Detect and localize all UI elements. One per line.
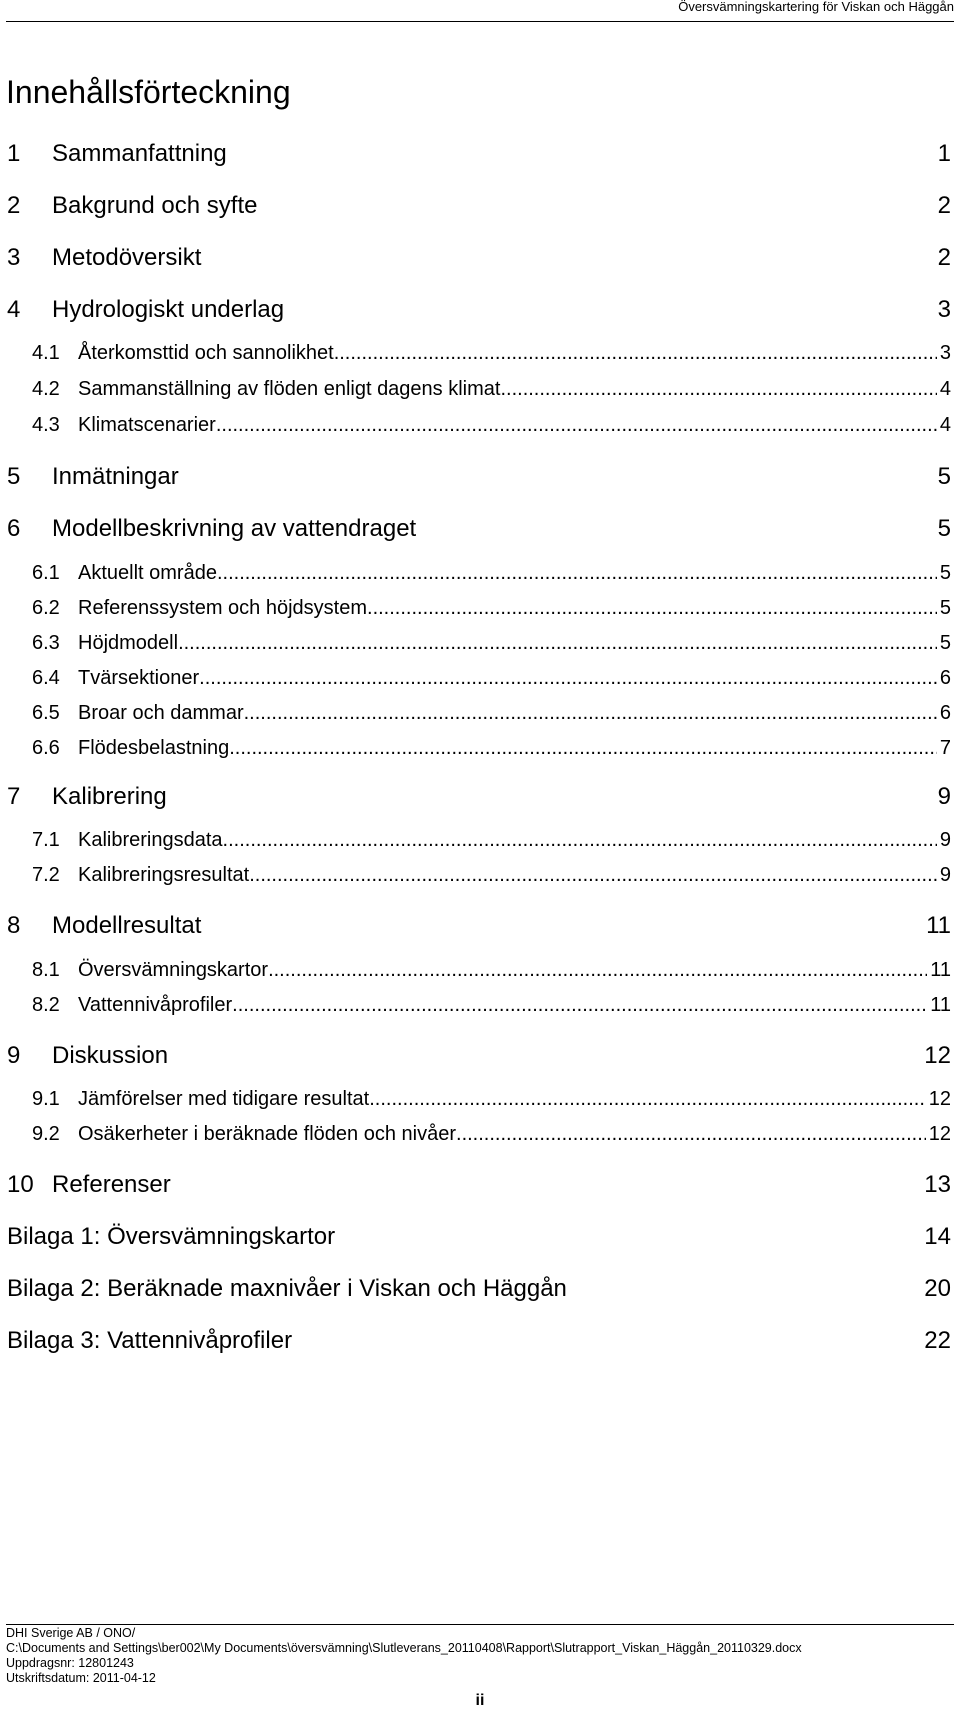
- toc-entry-page: 12: [928, 1123, 951, 1145]
- toc-entry-number: 7.2: [32, 864, 60, 886]
- toc-entry-page: 5: [937, 463, 951, 490]
- footer-assignment-number: Uppdragsnr: 12801243: [6, 1656, 134, 1670]
- toc-entry-bilaga-1[interactable]: [7, 1222, 951, 1252]
- toc-entry-label: Modellbeskrivning av vattendraget: [52, 515, 417, 542]
- toc-entry-page: 6: [939, 667, 951, 689]
- toc-entry-9-2[interactable]: [32, 1121, 951, 1147]
- toc-entry-label: Inmätningar: [52, 463, 179, 490]
- footer-divider: [6, 1624, 954, 1625]
- toc-entry-page: 2: [937, 244, 951, 271]
- toc-entry-page: 4: [939, 414, 951, 436]
- footer-company: DHI Sverige AB / ONO/: [6, 1626, 136, 1640]
- toc-entry-label: Bilaga 2: Beräknade maxnivåer i Viskan och Häggån: [7, 1275, 567, 1302]
- toc-entry-page: 12: [924, 1042, 951, 1069]
- toc-entry-8[interactable]: [7, 911, 951, 941]
- toc-entry-7[interactable]: [7, 782, 951, 812]
- dot-leader: [500, 376, 936, 402]
- toc-entry-label: Jämförelser med tidigare resultat: [78, 1088, 370, 1110]
- dot-leader: [249, 862, 937, 888]
- footer-print-date: Utskriftsdatum: 2011-04-12: [6, 1671, 156, 1685]
- toc-entry-number: 4.1: [32, 342, 60, 364]
- toc-entry-number: 6.4: [32, 667, 60, 689]
- toc-entry-page: 14: [924, 1223, 951, 1250]
- toc-entry-number: 2: [7, 192, 21, 219]
- dot-leader: [367, 595, 937, 621]
- dot-leader: [369, 1086, 926, 1112]
- toc-entry-page: 3: [939, 342, 951, 364]
- toc-entry-number: 4.2: [32, 378, 60, 400]
- toc-entry-8-1[interactable]: [32, 957, 951, 983]
- toc-entry-4-2[interactable]: [32, 376, 951, 402]
- toc-entry-page: 5: [937, 515, 951, 542]
- toc-entry-label: Kalibreringsdata: [78, 829, 223, 851]
- toc-entry-number: 6.6: [32, 737, 60, 759]
- toc-entry-page: 9: [939, 829, 951, 851]
- toc-entry-8-2[interactable]: [32, 992, 951, 1018]
- toc-entry-page: 9: [937, 783, 951, 810]
- toc-entry-page: 20: [924, 1275, 951, 1302]
- toc-entry-number: 7: [7, 783, 21, 810]
- toc-entry-number: 8.1: [32, 959, 60, 981]
- toc-entry-page: 5: [939, 597, 951, 619]
- toc-entry-6-2[interactable]: [32, 595, 951, 621]
- toc-entry-label: Översvämningskartor: [78, 959, 269, 981]
- page-number-container: [0, 1692, 960, 1710]
- footer-file-path: C:\Documents and Settings\ber002\My Documents\översvämning\Slutleverans_20110408\Rapport\Slutrapport_Viskan_Häggån_20110329.docx: [6, 1641, 802, 1655]
- dot-leader: [216, 412, 937, 438]
- header-divider: [6, 21, 954, 22]
- toc-entry-page: 12: [928, 1088, 951, 1110]
- toc-entry-page: 11: [930, 959, 951, 981]
- toc-entry-number: 3: [7, 244, 21, 271]
- toc-entry-label: Klimatscenarier: [78, 414, 216, 436]
- toc-entry-6-5[interactable]: [32, 700, 951, 726]
- toc-entry-9-1[interactable]: [32, 1086, 951, 1112]
- toc-entry-number: 6.1: [32, 562, 60, 584]
- toc-entry-number: 4.3: [32, 414, 60, 436]
- toc-entry-number: 10: [7, 1171, 34, 1198]
- toc-entry-label: Kalibreringsresultat: [78, 864, 250, 886]
- toc-entry-label: Bilaga 1: Översvämningskartor: [7, 1223, 336, 1250]
- toc-entry-page: 11: [926, 912, 951, 939]
- toc-entry-bilaga-2[interactable]: [7, 1274, 951, 1304]
- toc-entry-6-4[interactable]: [32, 665, 951, 691]
- toc-entry-number: 6.5: [32, 702, 60, 724]
- toc-entry-number: 6.3: [32, 632, 60, 654]
- toc-entry-label: Återkomsttid och sannolikhet: [78, 342, 334, 364]
- toc-entry-label: Höjdmodell: [78, 632, 179, 654]
- dot-leader: [456, 1121, 926, 1147]
- toc-title: Innehållsförteckning: [6, 74, 291, 110]
- toc-entry-label: Referenssystem och höjdsystem: [78, 597, 368, 619]
- toc-entry-page: 11: [930, 994, 951, 1016]
- toc-entry-page: 3: [937, 296, 951, 323]
- toc-entry-6[interactable]: [7, 514, 951, 544]
- dot-leader: [232, 992, 927, 1018]
- toc-entry-page: 13: [924, 1171, 951, 1198]
- toc-entry-page: 4: [939, 378, 951, 400]
- toc-entry-4-3[interactable]: [32, 412, 951, 438]
- toc-entry-page: 5: [939, 562, 951, 584]
- toc-entry-label: Vattennivåprofiler: [78, 994, 233, 1016]
- toc-entry-label: Broar och dammar: [78, 702, 244, 724]
- dot-leader: [178, 630, 937, 656]
- toc-entry-number: 5: [7, 463, 21, 490]
- toc-entry-label: Hydrologiskt underlag: [52, 296, 285, 323]
- toc-entry-label: Bilaga 3: Vattennivåprofiler: [7, 1327, 293, 1354]
- toc-entry-6-6[interactable]: [32, 735, 951, 761]
- toc-entry-10[interactable]: [7, 1170, 951, 1200]
- dot-leader: [229, 735, 937, 761]
- toc-entry-label: Metodöversikt: [52, 244, 202, 271]
- toc-entry-9[interactable]: [7, 1041, 951, 1071]
- toc-entry-label: Aktuellt område: [78, 562, 217, 584]
- toc-entry-label: Modellresultat: [52, 912, 202, 939]
- toc-entry-label: Osäkerheter i beräknade flöden och nivåer: [78, 1123, 457, 1145]
- toc-entry-5[interactable]: [7, 462, 951, 492]
- toc-entry-label: Sammanfattning: [52, 140, 227, 167]
- toc-entry-number: 8: [7, 912, 21, 939]
- toc-entry-2[interactable]: [7, 191, 951, 221]
- toc-entry-number: 7.1: [32, 829, 60, 851]
- running-header: Översvämningskartering för Viskan och Häggån: [678, 0, 954, 14]
- toc-entry-6-1[interactable]: [32, 560, 951, 586]
- page-number: ii: [475, 1692, 485, 1709]
- toc-entry-number: 6.2: [32, 597, 60, 619]
- dot-leader: [223, 827, 937, 853]
- toc-entry-page: 22: [924, 1327, 951, 1354]
- toc-entry-4[interactable]: [7, 295, 951, 325]
- dot-leader: [199, 665, 937, 691]
- dot-leader: [217, 560, 937, 586]
- dot-leader: [268, 957, 927, 983]
- toc-entry-4-1[interactable]: [32, 340, 951, 366]
- toc-entry-page: 9: [939, 864, 951, 886]
- toc-entry-3[interactable]: [7, 243, 951, 273]
- footer: [6, 1626, 802, 1686]
- toc-entry-label: Bakgrund och syfte: [52, 192, 258, 219]
- toc-entry-label: Kalibrering: [52, 783, 167, 810]
- toc-entry-page: 2: [937, 192, 951, 219]
- toc-entry-page: 5: [939, 632, 951, 654]
- dot-leader: [244, 700, 937, 726]
- toc-entry-label: Sammanställning av flöden enligt dagens klimat: [78, 378, 501, 400]
- toc-entry-label: Flödesbelastning: [78, 737, 230, 759]
- toc-entry-number: 9: [7, 1042, 21, 1069]
- toc-entry-number: 4: [7, 296, 21, 323]
- toc-entry-page: 7: [939, 737, 951, 759]
- toc-entry-label: Referenser: [52, 1171, 171, 1198]
- toc-entry-6-3[interactable]: [32, 630, 951, 656]
- toc-entry-7-1[interactable]: [32, 827, 951, 853]
- toc-entry-number: 8.2: [32, 994, 60, 1016]
- toc-entry-7-2[interactable]: [32, 862, 951, 888]
- toc-entry-number: 6: [7, 515, 21, 542]
- dot-leader: [334, 340, 937, 366]
- toc-entry-bilaga-3[interactable]: [7, 1326, 951, 1356]
- toc-entry-label: Tvärsektioner: [78, 667, 200, 689]
- toc-entry-number: 1: [7, 140, 21, 167]
- toc-entry-label: Diskussion: [52, 1042, 169, 1069]
- toc-entry-page: 6: [939, 702, 951, 724]
- toc-entry-page: 1: [937, 140, 951, 167]
- toc-entry-1[interactable]: [7, 139, 951, 169]
- toc-entry-number: 9.2: [32, 1123, 60, 1145]
- toc-entry-number: 9.1: [32, 1088, 60, 1110]
